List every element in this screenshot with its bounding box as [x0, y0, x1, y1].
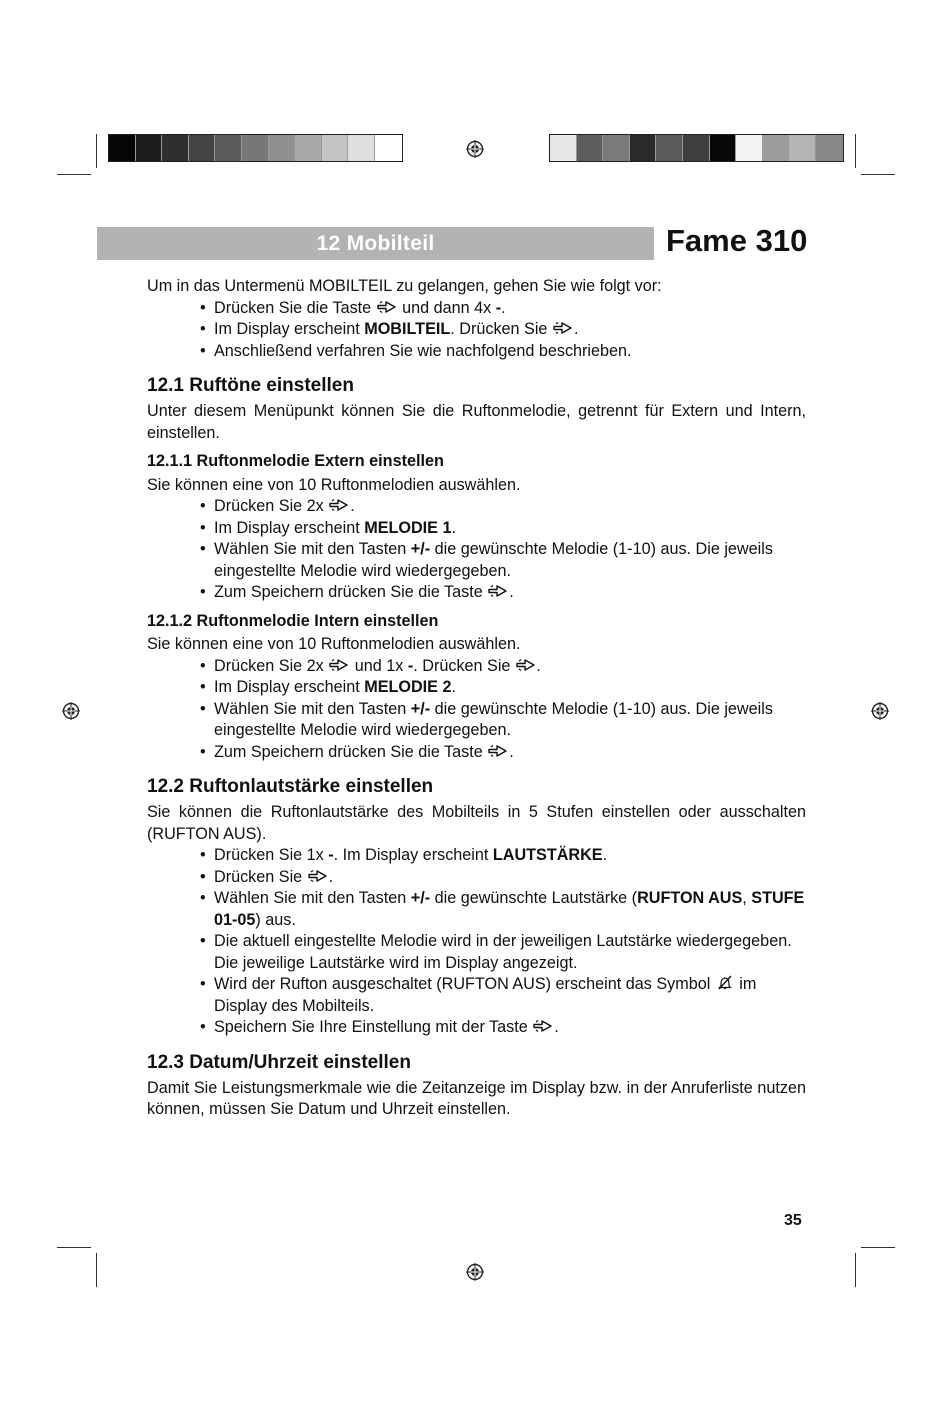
list-item: • Im Display erscheint MELODIE 2.: [214, 677, 806, 699]
registration-mark-icon: [466, 1263, 484, 1281]
color-calibration-bar-right: [549, 134, 844, 162]
intro-list: [147, 298, 806, 363]
crop-mark-bottom-right-h: [861, 1247, 895, 1248]
chapter-title: 12 Mobilteil: [316, 231, 435, 255]
list-12-2: [147, 845, 806, 1039]
crop-mark-bottom-right-v: [855, 1253, 856, 1287]
list-item: • Drücken Sie 2x und 1x -. Drücken Sie .: [214, 656, 806, 678]
list-item: • Drücken Sie die Taste und dann 4x -.: [214, 298, 806, 320]
section-text-12-2: Sie können die Ruftonlautstärke des Mobilteils in 5 Stufen einstellen oder ausschalten (RUFTON AUS).: [147, 803, 806, 843]
arrow-key-icon: [329, 658, 349, 672]
registration-mark-icon: [62, 702, 80, 720]
list-item: • Drücken Sie 2x .: [214, 496, 806, 518]
list-item: • Zum Speichern drücken Sie die Taste .: [214, 582, 806, 604]
arrow-key-icon: [488, 584, 508, 598]
section-text-12-3: Damit Sie Leistungsmerkmale wie die Zeitanzeige im Display bzw. in der Anruferliste nutzen können, müssen Sie Datum und Uhrzeit einstellen.: [147, 1078, 806, 1118]
list-item: • Im Display erscheint MOBILTEIL. Drücken Sie .: [214, 319, 806, 341]
section-text-12-1-1: Sie können eine von 10 Ruftonmelodien auswählen.: [147, 475, 521, 494]
list-item: • Drücken Sie 1x -. Im Display erscheint LAUTSTÄRKE.: [214, 845, 806, 867]
list-item: • Die aktuell eingestellte Melodie wird in der jeweiligen Lautstärke wiedergegeben. Die jeweilige Lautstärke wird im Display angezeigt.: [214, 931, 806, 974]
list-item: • Speichern Sie Ihre Einstellung mit der Taste .: [214, 1017, 806, 1039]
model-name: Fame 310: [666, 223, 808, 258]
crop-mark-top-right-v: [855, 134, 856, 168]
list-item: • Im Display erscheint MELODIE 1.: [214, 518, 806, 540]
list-12-1-1: [147, 496, 806, 604]
crop-mark-top-right-h: [861, 174, 895, 175]
list-item: • Wählen Sie mit den Tasten +/- die gewünschte Melodie (1-10) aus. Die jeweils eingestellte Melodie wird wiedergegeben.: [214, 539, 806, 582]
section-heading-12-2: 12.2 Ruftonlautstärke einstellen: [147, 776, 434, 797]
color-calibration-bar-left: [108, 134, 403, 162]
crop-mark-top-left-h: [57, 174, 91, 175]
intro-text: Um in das Untermenü MOBILTEIL zu gelangen, gehen Sie wie folgt vor:: [147, 277, 662, 295]
list-12-1-2: [147, 656, 806, 764]
bell-off-icon: [717, 975, 733, 990]
arrow-key-icon: [516, 658, 536, 672]
arrow-key-icon: [377, 300, 397, 314]
crop-mark-bottom-left-v: [96, 1253, 97, 1287]
list-item: • Wählen Sie mit den Tasten +/- die gewünschte Lautstärke (RUFTON AUS, STUFE 01-05) aus.: [214, 888, 806, 931]
page-content: [147, 276, 806, 1121]
section-heading-12-1: 12.1 Ruftöne einstellen: [147, 375, 354, 396]
chapter-header-band: [97, 227, 654, 260]
registration-mark-icon: [466, 140, 484, 158]
list-item: • Zum Speichern drücken Sie die Taste .: [214, 742, 806, 764]
arrow-key-icon: [533, 1019, 553, 1033]
crop-mark-bottom-left-h: [57, 1247, 91, 1248]
list-item: • Wählen Sie mit den Tasten +/- die gewünschte Melodie (1-10) aus. Die jeweils eingestellte Melodie wird wiedergegeben.: [214, 699, 806, 742]
page-number: 35: [784, 1212, 802, 1229]
list-item: • Anschließend verfahren Sie wie nachfolgend beschrieben.: [214, 341, 806, 363]
arrow-key-icon: [488, 744, 508, 758]
crop-mark-top-left-v: [96, 134, 97, 168]
section-heading-12-1-2: 12.1.2 Ruftonmelodie Intern einstellen: [147, 611, 439, 630]
section-text-12-1: Unter diesem Menüpunkt können Sie die Ruftonmelodie, getrennt für Extern und Intern, einstellen.: [147, 402, 806, 442]
arrow-key-icon: [329, 498, 349, 512]
section-heading-12-3: 12.3 Datum/Uhrzeit einstellen: [147, 1051, 411, 1073]
section-heading-12-1-1: 12.1.1 Ruftonmelodie Extern einstellen: [147, 452, 444, 470]
arrow-key-icon: [553, 321, 573, 335]
arrow-key-icon: [308, 869, 328, 883]
section-text-12-1-2: Sie können eine von 10 Ruftonmelodien auswählen.: [147, 635, 521, 653]
list-item: • Drücken Sie .: [214, 867, 806, 889]
registration-mark-icon: [871, 702, 889, 720]
list-item: • Wird der Rufton ausgeschaltet (RUFTON AUS) erscheint das Symbol im Display des Mobilteils.: [214, 974, 806, 1017]
